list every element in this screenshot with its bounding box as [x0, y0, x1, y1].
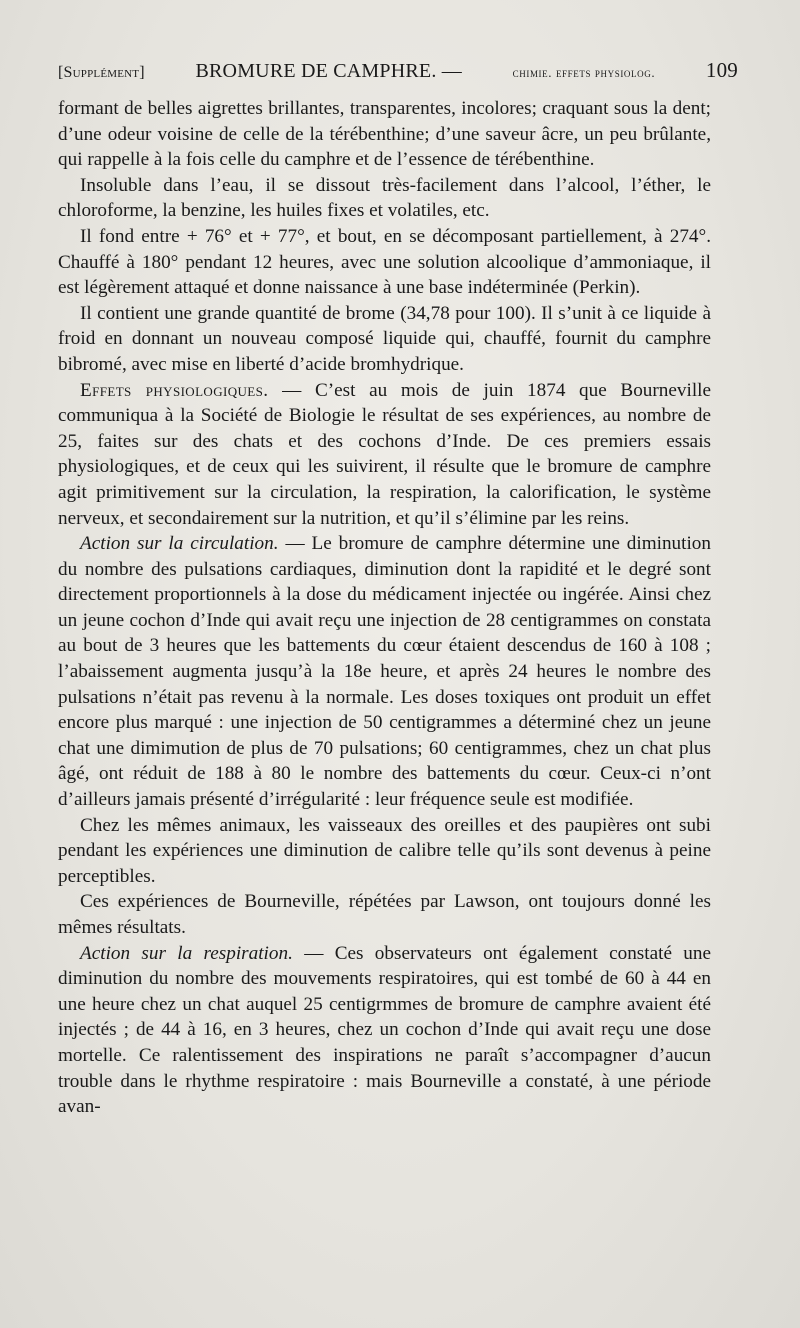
- running-head: [58, 58, 738, 88]
- paragraph-4: Il contient une grande quantité de brome (34,78 pour 100). Il s’unit à ce liquide à froid en donnant un nouveau composé liquide qui, chauffé, fournit du camphre bibromé, avec mise en liberté d’acide bromhydrique.: [58, 302, 711, 375]
- paragraph-8: Ces expériences de Bourneville, répétées par Lawson, ont toujours donné les mêmes résultats.: [58, 891, 711, 938]
- body-text: [58, 96, 711, 1120]
- paragraph-9: [58, 941, 711, 1120]
- paragraph-6: [58, 531, 711, 813]
- section-heading-effets: Effets physiologiques.: [80, 379, 269, 401]
- paragraph-2: Insoluble dans l’eau, il se dissout très-facilement dans l’alcool, l’éther, le chloroforme, la benzine, les huiles fixes et volatiles, etc.: [58, 174, 711, 222]
- running-head-subtitle: chimie. effets physiolog.: [512, 65, 656, 80]
- paragraph-7: Chez les mêmes animaux, les vaisseaux des oreilles et des paupières ont subi pendant les expériences une diminution de calibre telle qu’ils sont devenus à peine perceptibles.: [58, 814, 711, 887]
- paragraph-5: [58, 378, 711, 532]
- paragraph-6-text: — Le bromure de camphre détermine une diminution du nombre des pulsations cardiaques, diminution dont la rapidité et le degré sont directement proportionnels à la dose du médicament injectée ou ingérée. Ainsi chez un jeune cochon d’Inde qui avait reçu une injection de 28 centigrammes on constata au bout de 3 heures que les battements du cœur étaient descendus de 160 à 108 ; l’abaissement augmenta jusqu’à la 18e heure, et après 24 heures le nombre des pulsations n’était pas revenu à la normale. Les doses toxiques ont produit un effet encore plus marqué : une injection de 50 centigrammes a déterminé chez un jeune chat une dimimution de plus de 70 pulsations; 60 centigrammes, chez un chat plus âgé, ont réduit de 188 à 80 le nombre des battements du cœur. Ceux-ci n’ont d’ailleurs jamais présenté d’irrégularité : leur fréquence seule est modifiée.: [58, 533, 711, 811]
- paragraph-3: Il fond entre + 76° et + 77°, et bout, en se décomposant partiellement, à 274°. Chauffé à 180° pendant 12 heures, avec une solution alcoolique d’ammoniaque, il est légèrement attaqué et donne naissance à une base indéterminée (Perkin).: [58, 225, 711, 299]
- paragraph-9-text: — Ces observateurs ont également constaté une diminution du nombre des mouvements respiratoires, qui est tombé de 60 à 44 en une heure chez un chat auquel 25 centigrmmes de bromure de camphre avaient été injectés ; de 44 à 16, en 3 heures, chez un cochon d’Inde qui avait reçu une dose mortelle. Ce ralentissement des inspirations ne paraît s’accompagner d’aucun trouble dans le rhythme respiratoire : mais Bourneville a constaté, à une période avan-: [58, 942, 711, 1118]
- running-head-title: BROMURE DE CAMPHRE. —: [195, 60, 462, 82]
- heading-circulation: Action sur la circulation.: [80, 533, 279, 555]
- paragraph-1: formant de belles aigrettes brillantes, transparentes, incolores; craquant sous la dent; d’une odeur voisine de celle de la térébenthine; d’une saveur âcre, un peu brûlante, qui rappelle à la fois celle du camphre et de l’essence de térébenthine.: [58, 98, 711, 171]
- running-head-section: [Supplément]: [58, 64, 145, 81]
- page-number: 109: [705, 58, 738, 82]
- heading-respiration: Action sur la respiration.: [80, 942, 293, 964]
- paragraph-5-text: — C’est au mois de juin 1874 que Bourneville communiqua à la Société de Biologie le résultat de ses expériences, au nombre de 25, faites sur des chats et des cochons d’Inde. De ces premiers essais physiologiques, et de ceux qui les suivirent, il résulte que le bromure de camphre agit primitivement sur la circulation, la respiration, la calorification, le système nerveux, et secondairement sur la nutrition, et qu’il s’élimine par les reins.: [58, 379, 711, 529]
